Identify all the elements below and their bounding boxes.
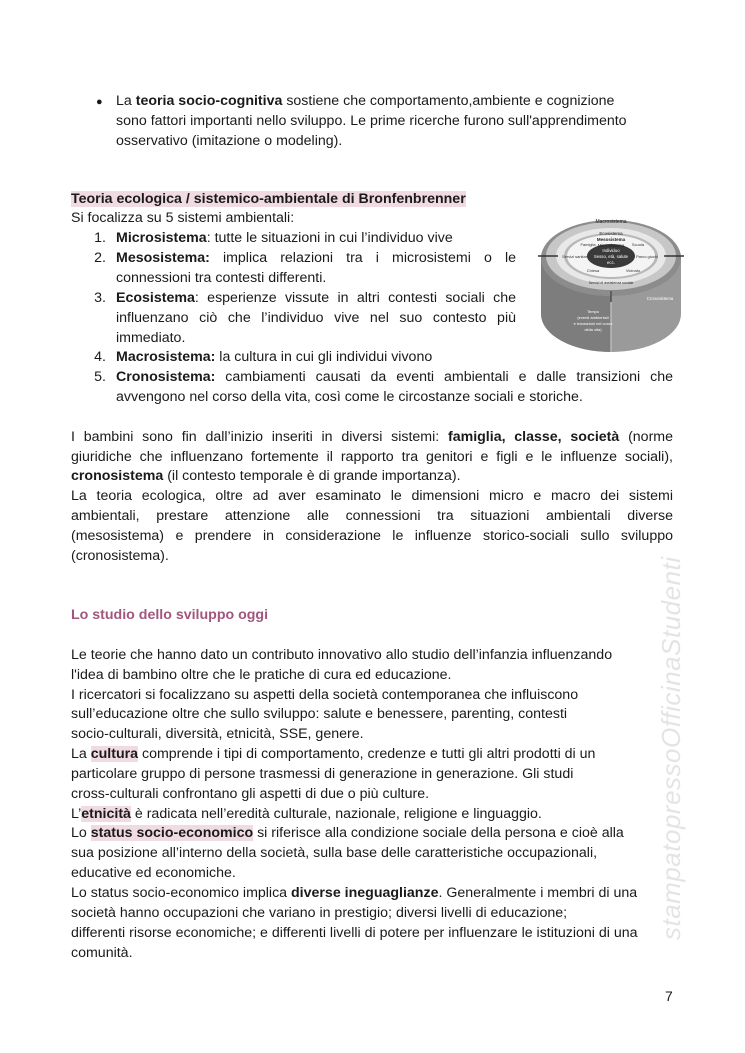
svg-text:Scuola: Scuola <box>631 242 645 247</box>
paragraph-systems-line-3: cronosistema (il contesto temporale è di grande importanza). <box>71 468 461 484</box>
list-item-microsistema: Microsistema: tutte le situazioni in cui l’individuo vive <box>116 230 453 246</box>
list-number: 3. <box>94 290 106 306</box>
today-p5-line-1: Lo status socio-economico si riferisce alla condizione sociale della persona e cioè alla <box>71 825 624 841</box>
svg-text:Parco giochi: Parco giochi <box>635 254 659 259</box>
svg-text:Cronosistema: Cronosistema <box>646 296 674 301</box>
paragraph-ecological-line-1: La teoria ecologica, oltre ad aver esaminato le dimensioni micro e macro dei sistemi <box>71 488 673 504</box>
svg-text:Individuo: Individuo <box>602 248 620 253</box>
list-item-ecosistema: Ecosistema: esperienze vissute in altri contesti sociali che <box>116 290 516 306</box>
term-cultura: cultura <box>90 746 139 762</box>
svg-text:Sesso, età, salute: Sesso, età, salute <box>593 254 629 259</box>
term-diverse-ineguaglianze: diverse ineguaglianze <box>291 885 439 901</box>
section-heading-ecological: Teoria ecologica / sistemico-ambientale di Bronfenbrenner <box>71 191 466 207</box>
list-number: 5. <box>94 369 106 385</box>
svg-text:Microsistema: Microsistema <box>597 243 625 248</box>
today-p5-line-3: educative ed economiche. <box>71 865 236 881</box>
ecological-intro: Si focalizza su 5 sistemi ambientali: <box>71 210 295 226</box>
paragraph-ecological-line-2: ambientali, prestare attenzione alle connessioni tra situazioni ambientali diverse <box>71 508 673 524</box>
bullet-line-3: osservativo (imitazione o modeling). <box>116 133 343 149</box>
list-number: 4. <box>94 349 106 365</box>
svg-text:Tempo: Tempo <box>586 309 600 314</box>
svg-text:Chiesa: Chiesa <box>586 268 600 273</box>
watermark: stampatopressoOfficinaStudenti <box>656 556 686 940</box>
diagram-label-macro: Macrosistema <box>595 219 627 225</box>
today-p3-line-3: cross-culturali confrontano gli aspetti di due o più culture. <box>71 786 430 802</box>
svg-text:Mesosistema: Mesosistema <box>596 237 626 242</box>
svg-text:Famiglia: Famiglia <box>580 242 596 247</box>
svg-text:ecc.: ecc. <box>607 260 615 265</box>
today-p6-line-2: società hanno occupazioni che variano in prestigio; diversi livelli di educazione; <box>71 905 568 921</box>
today-p1-line-1: Le teorie che hanno dato un contributo innovativo allo studio dell’infanzia influenzando <box>71 647 613 663</box>
paragraph-systems-line-2: giuridiche che influenzano fortemente il rapporto tra genitori e figli e le influenze sociali), <box>71 449 673 465</box>
section-heading-today: Lo studio dello sviluppo oggi <box>71 607 269 623</box>
svg-text:della vita): della vita) <box>584 327 602 332</box>
page-number: 7 <box>665 988 673 1004</box>
list-item-mesosistema-cont: connessioni tra contesti differenti. <box>116 270 327 286</box>
svg-text:Ecosistema: Ecosistema <box>599 231 623 236</box>
bronfenbrenner-diagram <box>538 196 684 354</box>
list-item-cronosistema: Cronosistema: cambiamenti causati da eventi ambientali e dalle transizioni che <box>116 369 673 385</box>
list-item-ecosistema-cont: influenzano ciò che l’individuo vive nel suo contesto più <box>116 310 516 326</box>
paragraph-ecological-line-4: (cronosistema). <box>71 548 169 564</box>
list-item-cronosistema-cont: avvengono nel corso della vita, così come le circostanze sociali e storiche. <box>116 389 583 405</box>
list-number: 2. <box>94 250 106 266</box>
today-p2-line-2: sull’educazione oltre che sullo sviluppo: salute e benessere, parenting, contesti <box>71 706 568 722</box>
paragraph-ecological-line-3: (mesosistema) e prendere in considerazione le influenze storico-sociali sullo sviluppo <box>71 528 673 544</box>
today-p4-line-1: L’etnicità è radicata nell’eredità culturale, nazionale, religione e linguaggio. <box>71 806 542 822</box>
today-p6-line-4: comunità. <box>71 945 133 961</box>
list-item-ecosistema-cont2: immediato. <box>116 330 186 346</box>
svg-text:e transizioni nel corso: e transizioni nel corso <box>573 321 613 326</box>
term-status-socio-economico: status socio-economico <box>90 825 254 841</box>
bullet-line-1: La teoria socio-cognitiva sostiene che comportamento,ambiente e cognizione <box>116 93 615 109</box>
today-p2-line-3: socio-culturali, diversità, etnicità, SSE, genere. <box>71 726 364 742</box>
list-item-mesosistema: Mesosistema: implica relazioni tra i microsistemi o le <box>116 250 516 266</box>
svg-text:Servizi sanitari: Servizi sanitari <box>561 254 589 259</box>
term-socio-cognitive: teoria socio-cognitiva <box>135 93 283 109</box>
svg-text:Servizi di assistenza sociale: Servizi di assistenza sociale <box>588 281 634 285</box>
svg-text:Vicinato: Vicinato <box>625 268 641 273</box>
today-p3-line-1: La cultura comprende i tipi di comportamento, credenze e tutti gli altri prodotti di un <box>71 746 596 762</box>
bullet-line-2: sono fattori importanti nello sviluppo. Le prime ricerche furono sull'apprendimento <box>116 113 627 129</box>
today-p2-line-1: I ricercatori si focalizzano su aspetti della società contemporanea che influiscono <box>71 687 579 703</box>
today-p6-line-1: Lo status socio-economico implica diverse ineguaglianze. Generalmente i membri di una <box>71 885 638 901</box>
svg-text:(eventi ambientali: (eventi ambientali <box>577 315 609 320</box>
today-p6-line-3: differenti risorse economiche; e differenti livelli di potere per influenzare le istituzioni di una <box>71 925 638 941</box>
term-etnicita: etnicità <box>81 806 131 822</box>
bullet-icon: ● <box>96 96 103 108</box>
list-number: 1. <box>94 230 106 246</box>
today-p3-line-2: particolare gruppo di persone trasmessi di generazione in generazione. Gli studi <box>71 766 574 782</box>
today-p1-line-2: l'idea di bambino oltre che le pratiche di cura ed educazione. <box>71 667 452 683</box>
list-item-macrosistema: Macrosistema: la cultura in cui gli individui vivono <box>116 349 433 365</box>
paragraph-systems-line-1: I bambini sono fin dall’inizio inseriti in diversi sistemi: famiglia, classe, società (norme <box>71 429 674 445</box>
today-p5-line-2: sua posizione all’interno della società, sulla base delle caratteristiche occupazionali, <box>71 845 598 861</box>
